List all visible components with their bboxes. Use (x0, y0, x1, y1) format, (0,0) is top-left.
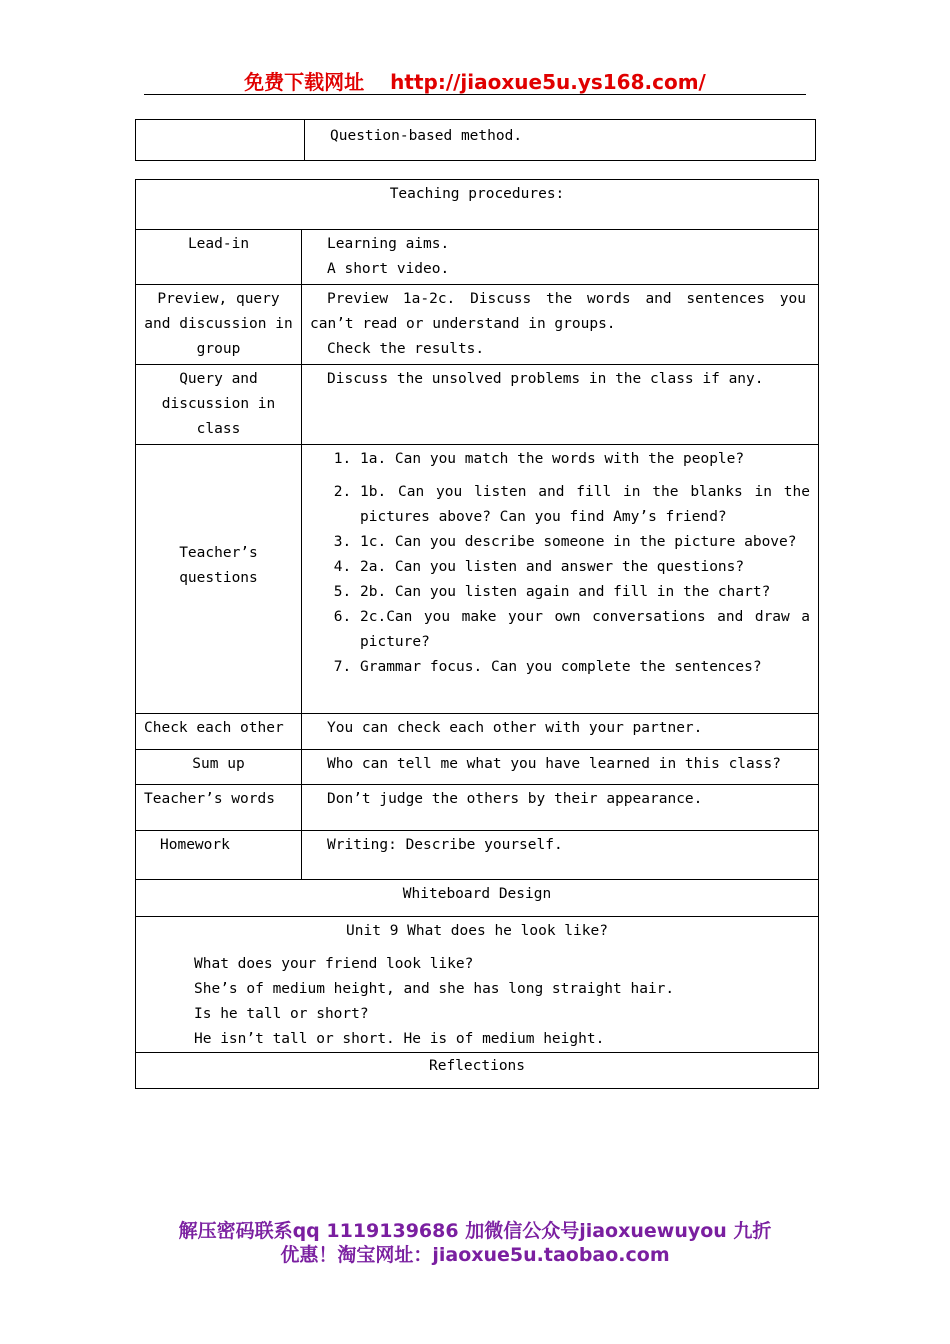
method-label-cell (136, 120, 305, 161)
sum-up-text: Who can tell me what you have learned in this class? (327, 756, 781, 772)
check-content (302, 714, 819, 750)
questions-label: Teacher’s questions (136, 445, 302, 714)
questions-list (302, 447, 818, 680)
whiteboard-title: Unit 9 What does he look like? (346, 923, 608, 939)
teacher-words-text: Don’t judge the others by their appearance. (327, 791, 703, 807)
sum-up-content (302, 750, 819, 785)
question-item: 7. Grammar focus. Can you complete the sentences? (360, 655, 810, 680)
lead-in-label: Lead-in (136, 230, 302, 285)
query-line: Discuss the unsolved problems in the class if any. (327, 371, 764, 387)
lead-in-line: A short video. (327, 261, 450, 277)
footer-line-1: 解压密码联系qq 1119139686 加微信公众号jiaoxuewuyou 九折 (178, 1220, 772, 1242)
question-item: 1. 1a. Can you match the words with the people? (360, 447, 810, 472)
question-item: 4. 2a. Can you listen and answer the questions? (360, 555, 810, 580)
question-item: 2. 1b. Can you listen and fill in the blanks in the pictures above? Can you find Amy’s friend? (360, 480, 810, 530)
method-table (135, 119, 816, 161)
teaching-procedures-table (135, 179, 819, 1089)
whiteboard-content (136, 917, 819, 1053)
whiteboard-lines (136, 944, 818, 1052)
footer-line-2: 优惠！淘宝网址：jiaoxue5u.taobao.com (280, 1244, 670, 1266)
reflections-heading: Reflections (136, 1053, 819, 1089)
question-item: 5. 2b. Can you listen again and fill in the chart? (360, 580, 810, 605)
whiteboard-heading: Whiteboard Design (136, 880, 819, 917)
procedures-heading: Teaching procedures: (136, 180, 819, 230)
method-text: Question-based method. (330, 128, 523, 144)
preview-content (302, 285, 819, 365)
teacher-words-label: Teacher’s words (136, 785, 302, 831)
check-label: Check each other (136, 714, 302, 750)
method-cell (305, 120, 816, 161)
question-item: 6. 2c.Can you make your own conversations and draw a picture? (360, 605, 810, 655)
whiteboard-line: She’s of medium height, and she has long straight hair. (194, 981, 675, 997)
whiteboard-line: What does your friend look like? (194, 956, 474, 972)
lead-in-line: Learning aims. (327, 236, 450, 252)
whiteboard-line: He isn’t tall or short. He is of medium height. (194, 1031, 605, 1047)
preview-label: Preview, query and discussion in group (136, 285, 302, 365)
header-url-link[interactable]: http://jiaoxue5u.ys168.com/ (390, 70, 706, 94)
homework-content (302, 831, 819, 880)
whiteboard-line: Is he tall or short? (194, 1006, 369, 1022)
query-label: Query and discussion in class (136, 365, 302, 445)
footer (0, 1219, 950, 1267)
check-text: You can check each other with your partner. (327, 720, 703, 736)
lead-in-content (302, 230, 819, 285)
homework-label: Homework (136, 831, 302, 880)
preview-line: Check the results. (327, 341, 485, 357)
header-title: 免费下载网址 (244, 70, 365, 94)
sum-up-label: Sum up (136, 750, 302, 785)
homework-text: Writing: Describe yourself. (327, 837, 563, 853)
questions-content (302, 445, 819, 714)
teacher-words-content (302, 785, 819, 831)
question-item: 3. 1c. Can you describe someone in the picture above? (360, 530, 810, 555)
header-divider (144, 94, 806, 95)
page-header (0, 66, 950, 95)
query-content (302, 365, 819, 445)
preview-line: Preview 1a-2c. Discuss the words and sentences you can’t read or understand in groups. (310, 291, 806, 332)
